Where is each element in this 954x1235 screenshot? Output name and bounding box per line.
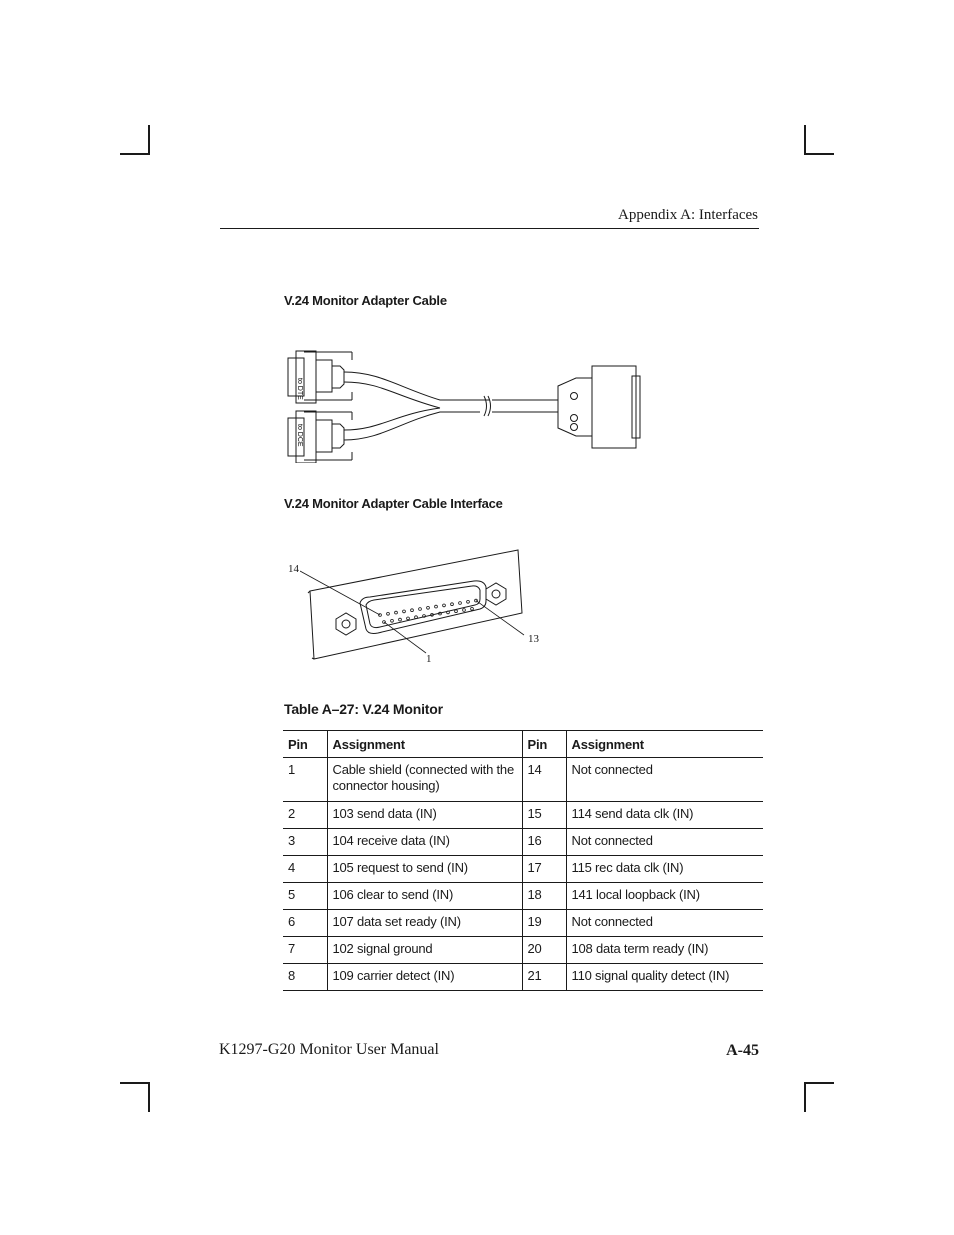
footer-page-number: A-45 [726,1042,759,1059]
assignment-cell: 104 receive data (IN) [327,829,522,856]
pin-cell: 14 [522,758,566,802]
assignment-cell: 107 data set ready (IN) [327,910,522,937]
assignment-cell: Not connected [566,910,763,937]
crop-mark-top-right-horizontal [804,153,834,155]
crop-mark-bottom-right-vertical [804,1082,806,1112]
cable-label-dte: to DTE [296,378,303,400]
callout-14-leader [300,571,380,615]
pin-callout-13: 13 [528,633,539,645]
table-header-row [283,731,763,758]
cable-label-dce: to DCE [296,424,303,447]
assignment-cell: 105 request to send (IN) [327,856,522,883]
table-row [283,829,763,856]
pin-cell: 2 [283,802,327,829]
callout-13-leader [476,601,524,635]
connector-interface-drawing [300,545,540,665]
cable-figure-caption: V.24 Monitor Adapter Cable [284,293,447,308]
assignment-cell: 106 clear to send (IN) [327,883,522,910]
footer-manual-title: K1297-G20 Monitor User Manual [219,1041,439,1058]
table-row [283,883,763,910]
pin-cell: 15 [522,802,566,829]
assignment-cell: 114 send data clk (IN) [566,802,763,829]
pin-callout-1: 1 [426,653,432,665]
pin-assignment-table [283,730,763,991]
table-caption: Table A–27: V.24 Monitor [284,701,443,717]
assignment-cell: 141 local loopback (IN) [566,883,763,910]
assignment-cell: 102 signal ground [327,937,522,964]
table-row [283,964,763,991]
connector-pins [379,599,478,623]
pin-cell: 17 [522,856,566,883]
adapter-cable-drawing [280,348,650,463]
crop-mark-bottom-left-horizontal [120,1082,150,1084]
pin-cell: 19 [522,910,566,937]
crop-mark-bottom-right-horizontal [804,1082,834,1084]
interface-figure-caption: V.24 Monitor Adapter Cable Interface [284,496,503,511]
table-row [283,856,763,883]
pin-cell: 4 [283,856,327,883]
pin-cell: 20 [522,937,566,964]
crop-mark-top-left-horizontal [120,153,150,155]
pin-cell: 16 [522,829,566,856]
assignment-cell: 108 data term ready (IN) [566,937,763,964]
pin-cell: 18 [522,883,566,910]
header-assignment-left: Assignment [327,731,522,758]
header-rule [220,228,759,229]
crop-mark-bottom-left-vertical [148,1082,150,1112]
assignment-cell: Cable shield (connected with the connector housing) [327,758,522,802]
pin-cell: 21 [522,964,566,991]
assignment-cell: 103 send data (IN) [327,802,522,829]
pin-cell: 5 [283,883,327,910]
header-pin-right: Pin [522,731,566,758]
table-row [283,758,763,802]
assignment-cell: Not connected [566,758,763,802]
assignment-cell: 110 signal quality detect (IN) [566,964,763,991]
pin-cell: 1 [283,758,327,802]
running-head: Appendix A: Interfaces [618,207,758,223]
table-row [283,910,763,937]
pin-cell: 8 [283,964,327,991]
assignment-cell: 109 carrier detect (IN) [327,964,522,991]
table-row [283,802,763,829]
assignment-cell: 115 rec data clk (IN) [566,856,763,883]
crop-mark-top-right-vertical [804,125,806,155]
pin-cell: 6 [283,910,327,937]
pin-callout-14: 14 [288,563,299,575]
header-assignment-right: Assignment [566,731,763,758]
pin-cell: 3 [283,829,327,856]
header-pin-left: Pin [283,731,327,758]
crop-mark-top-left-vertical [148,125,150,155]
assignment-cell: Not connected [566,829,763,856]
pin-cell: 7 [283,937,327,964]
table-row [283,937,763,964]
